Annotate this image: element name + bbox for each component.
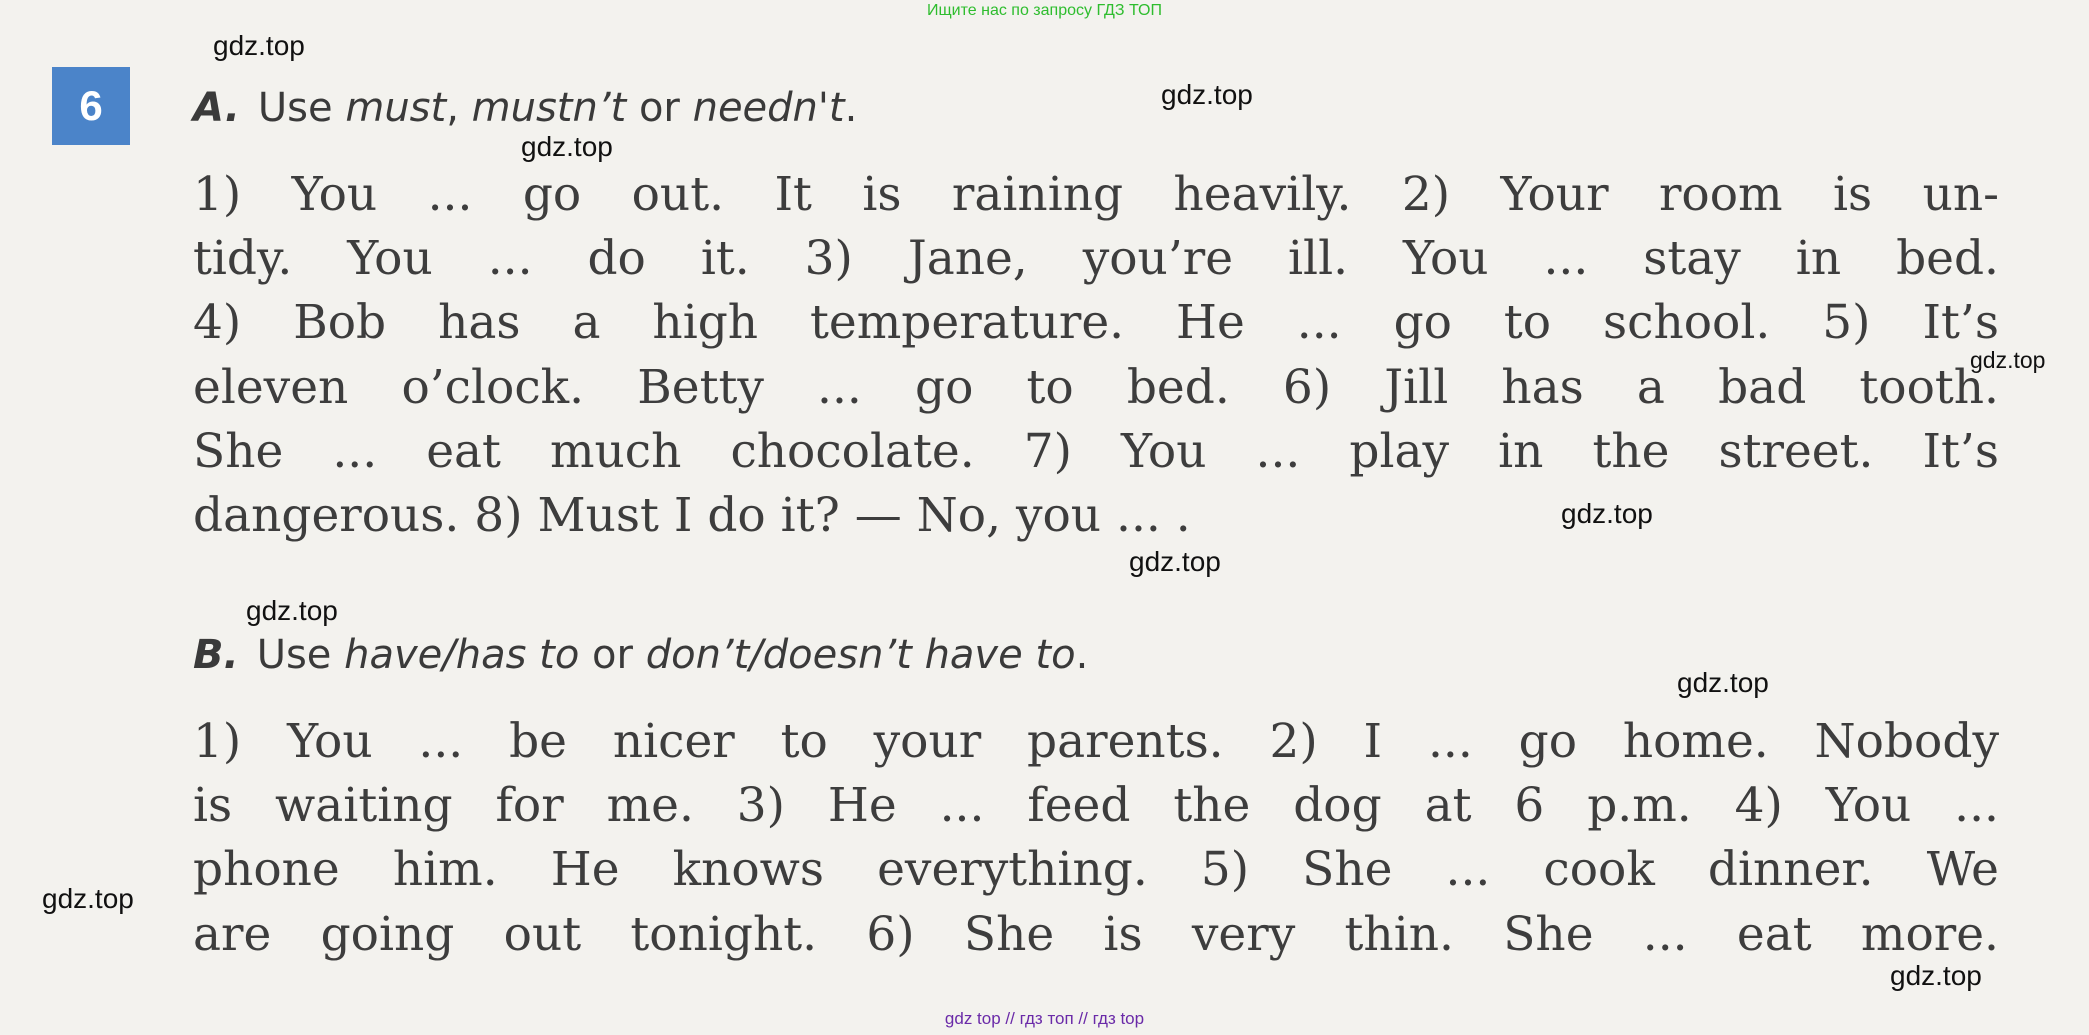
section-b-phrase-dont-have-to: don’t/doesn’t have to xyxy=(645,632,1076,678)
section-a-exercise-text xyxy=(193,163,1999,548)
top-banner: Ищите нас по запросу ГДЗ ТОП xyxy=(927,2,1162,19)
section-a-word-neednt: needn't xyxy=(692,85,845,131)
section-a-word-must: must xyxy=(345,85,447,131)
section-a-sep1: , xyxy=(446,85,472,131)
watermark: gdz.top xyxy=(1561,498,1653,529)
section-b-letter: B. xyxy=(193,632,239,678)
section-a-line-4: eleven o’clock. Betty ... go to bed. 6) Jill has a bad tooth. xyxy=(193,359,1999,415)
section-b-exercise-text xyxy=(193,710,1999,967)
section-a-instruction xyxy=(193,78,857,138)
section-b-line-1: 1) You ... be nicer to your parents. 2) I ... go home. Nobody xyxy=(193,714,1999,769)
section-a-line-3: 4) Bob has a high temperature. He ... go to school. 5) It’s xyxy=(193,295,1999,351)
section-b-line-4: are going out tonight. 6) She is very thin. She ... eat more. xyxy=(193,906,1999,962)
section-a-sep2: or xyxy=(626,85,693,131)
watermark: gdz.top xyxy=(1677,667,1769,698)
section-a-prefix: Use xyxy=(257,85,346,131)
section-a-line-1: 1) You ... go out. It is raining heavily. 2) Your room is un- xyxy=(193,167,1999,222)
watermark: gdz.top xyxy=(42,883,134,914)
section-b-end: . xyxy=(1075,632,1089,678)
watermark: gdz.top xyxy=(1129,546,1221,577)
section-a-letter: A. xyxy=(193,85,240,131)
section-b-prefix: Use xyxy=(256,632,345,678)
watermark: gdz.top xyxy=(246,595,338,626)
watermark: gdz.top xyxy=(1890,960,1982,991)
watermark: gdz.top xyxy=(521,131,613,162)
watermark: gdz.top xyxy=(213,30,305,61)
section-b-instruction xyxy=(193,625,1088,685)
section-b-line-3: phone him. He knows everything. 5) She ... cook dinner. We xyxy=(193,842,1999,898)
section-b-phrase-have-to: have/has to xyxy=(344,632,580,678)
watermark: gdz.top xyxy=(1970,347,2046,373)
section-a-word-mustnt: mustn’t xyxy=(471,85,627,131)
section-b-line-2: is waiting for me. 3) He ... feed the dog at 6 p.m. 4) You ... xyxy=(193,778,1999,834)
section-a-line-5: She ... eat much chocolate. 7) You ... play in the street. It’s xyxy=(193,423,1999,479)
section-a-line-2: tidy. You ... do it. 3) Jane, you’re ill. You ... stay in bed. xyxy=(193,231,1999,287)
footer-links: gdz top // гдз топ // гдз top xyxy=(944,1009,1145,1028)
section-b-sep1: or xyxy=(579,632,646,678)
watermark: gdz.top xyxy=(1161,79,1253,110)
section-a-end: . xyxy=(844,85,858,131)
section-a-line-6: dangerous. 8) Must I do it? — No, you ... . xyxy=(193,487,1191,543)
exercise-number-badge: 6 xyxy=(52,67,130,145)
